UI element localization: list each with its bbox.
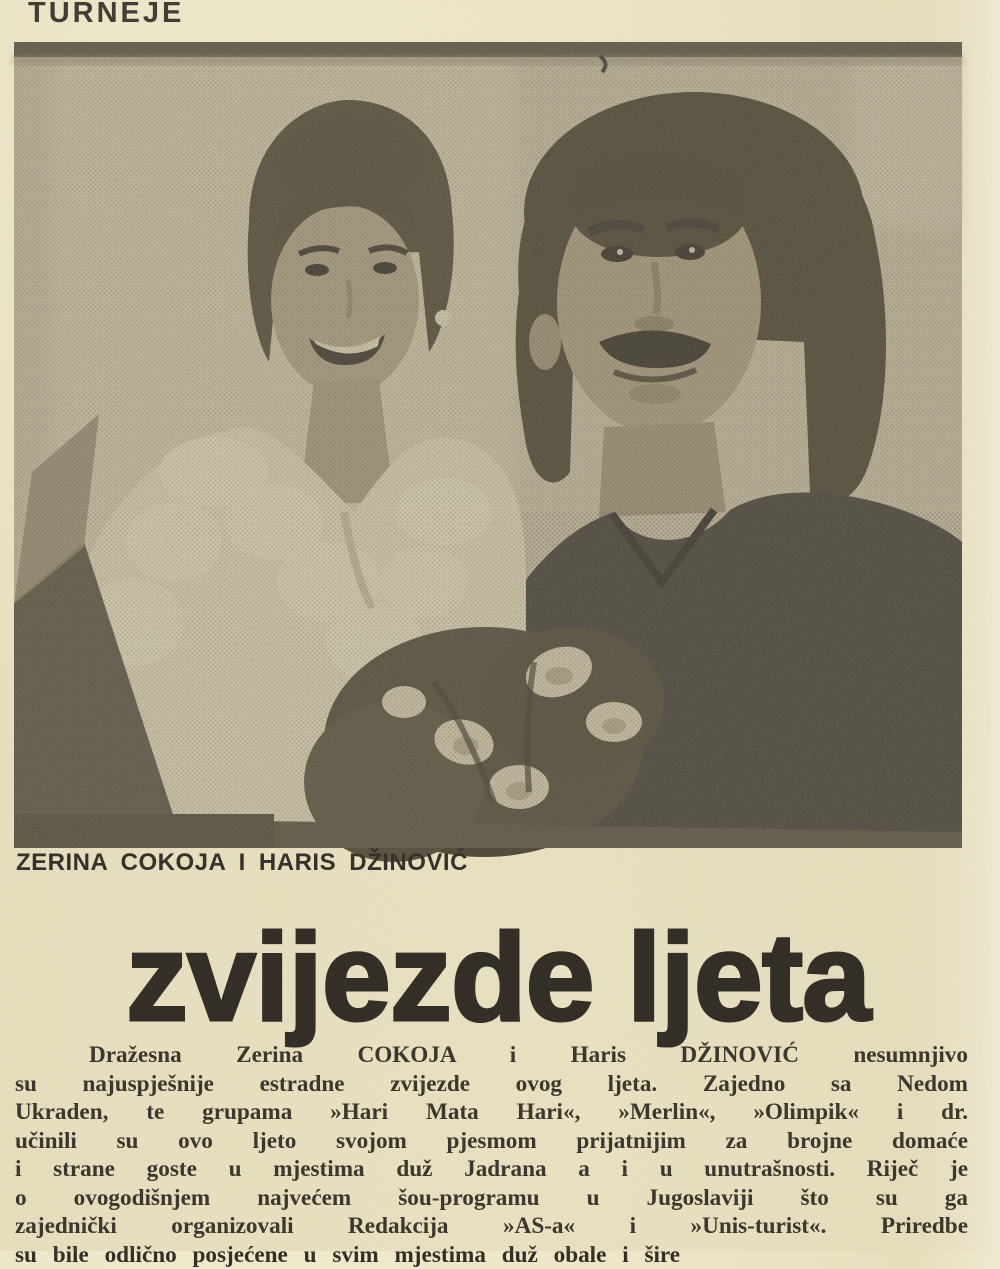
photo-illustration <box>14 42 962 848</box>
photo-caption: ZERINA COKOJA I HARIS DŽINOVIĆ <box>16 849 468 876</box>
torn-paper-edge <box>976 0 1000 1251</box>
article-line: Ukraden, te grupama »Hari Mata Hari«, »Merlin«, »Olimpik« i dr. <box>15 1099 968 1125</box>
grain-overlay <box>14 42 962 848</box>
article-line: i strane goste u mjestima duž Jadrana a i u unutrašnosti. Riječ je <box>15 1156 968 1182</box>
article-line: Dražesna Zerina COKOJA i Haris DŽINOVIĆ nesumnjivo <box>89 1042 968 1068</box>
article-line: učinili su ovo ljeto svojom pjesmom prijatnijim za brojne domaće <box>15 1127 968 1154</box>
newspaper-photo <box>14 42 962 848</box>
section-kicker: TURNEJE <box>28 0 185 29</box>
article-line: su najuspješnije estradne zvijezde ovog ljeta. Zajedno sa Nedom <box>15 1070 968 1097</box>
article-line: o ovogodišnjem najvećem šou-programu u Jugoslaviji što su ga <box>15 1184 968 1211</box>
article-line: zajednički organizovali Redakcija »AS-a« i »Unis-turist«. Priredbe <box>15 1213 968 1239</box>
article-body <box>15 1041 968 1268</box>
partial-article-line: su bile odlično posjećene u svim mjestima duž obale i šire <box>15 1241 681 1268</box>
headline: zvijezde ljeta <box>126 909 871 1047</box>
